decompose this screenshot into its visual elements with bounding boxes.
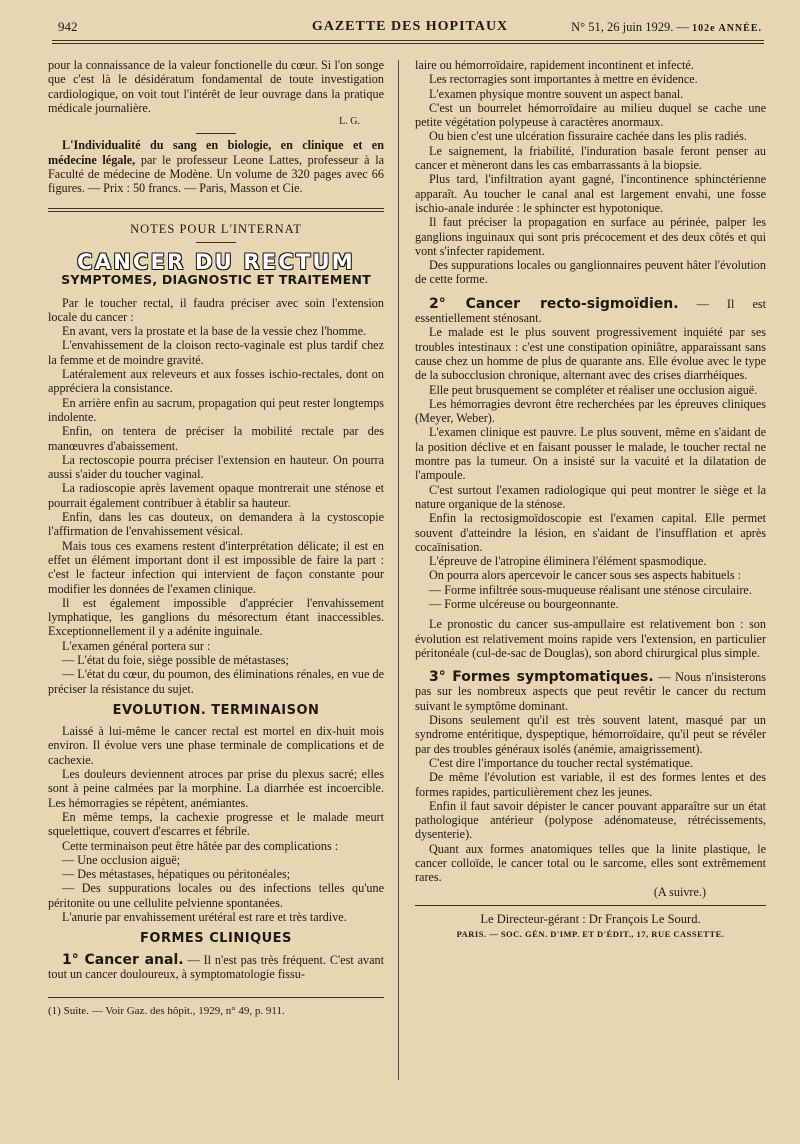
paragraph: Les rectorragies sont importantes à mettre en évidence. [429, 72, 698, 87]
paragraph: — Forme ulcéreuse ou bourgeonnante. [429, 596, 619, 611]
paragraph: — Des suppurations locales ou des infections telles qu'une péritonite ou une cellulite pelvienne spontanées. [48, 881, 384, 910]
left-column [48, 58, 384, 1019]
paragraph: Elle peut brusquement se compléter et réaliser une occlusion aiguë. [429, 382, 758, 397]
to-be-continued: (A suivre.) [653, 884, 706, 899]
page-header [50, 16, 770, 38]
paragraph: Le pronostic du cancer sus-ampullaire est relativement bon : son évolution est relativement moins rapide vers l'extension, en particulier péritonéale (cul-de-sac de Douglas), son abord chirurgical plus simple. [415, 617, 766, 660]
paragraph: De même l'évolution est variable, il est des formes lentes et des formes rapides, particulièrement chez les jeunes. [415, 770, 766, 799]
section-title-evolution: EVOLUTION. TERMINAISON [112, 702, 320, 718]
paragraph: Par le toucher rectal, il faudra préciser avec soin l'extension locale du cancer : [48, 295, 384, 324]
issue-date: N° 51, 26 juin 1929. — [571, 20, 689, 34]
paragraph: — Forme infiltrée sous-muqueuse réalisant une sténose circulaire. [429, 582, 752, 597]
paragraph: Il faut préciser la propagation en surface au périnée, palper les ganglions inguinaux qui sont pris précocement et des deux côtés et qui vont s'infecter rapidement. [415, 215, 766, 258]
paragraph: Le saignement, la friabilité, l'induration basale feront penser au cancer et mèneront dans les cas embarrassants à la biopsie. [415, 143, 766, 173]
paragraph: On pourra alors apercevoir le cancer sous ses aspects habituels : [429, 568, 742, 583]
issue-year: 102e ANNÉE. [692, 23, 762, 34]
journal-title: GAZETTE DES HOPITAUX [311, 19, 509, 34]
printer-imprint: PARIS. — SOC. GÉN. D'IMP. ET D'ÉDIT., 17, RUE CASSETTE. [456, 929, 725, 940]
paragraph: Il est également impossible d'apprécier l'envahissement lymphatique, les ganglions du mésorectum étant inaccessibles. Exceptionnellement il y a adénite inguinale. [48, 595, 384, 639]
paragraph: Disons seulement qu'il est très souvent latent, masqué par un syndrome entéritique, dyspeptique, hémorroïdaire, qu'il peut se révéler par des troubles généraux isolés (anémie, amaigrissement). [415, 713, 766, 756]
paragraph: — L'état du cœur, du poumon, des éliminations rénales, en vue de préciser la résistance du sujet. [48, 667, 384, 696]
paragraph: La radioscopie après lavement opaque montrerait une sténose et pourrait également contribuer à établir sa hauteur. [48, 481, 384, 510]
section-title-formes: FORMES CLINIQUES [140, 931, 292, 947]
paragraph: Enfin, dans les cas douteux, on demandera à la cystoscopie l'affirmation de l'envahissement vésical. [48, 510, 384, 539]
subsection-heading: 3° Formes symptomatiques. [429, 669, 654, 686]
paragraph: Mais tous ces examens restent d'interprétation délicate; il est en effet un élément important dont il est impossible de faire la part : c'est le facteur infection qui intervient de façon constante pour modifier les données de l'examen clinique. [48, 538, 384, 596]
paragraph: — Une occlusion aiguë; [62, 852, 181, 867]
review-text: pour la connaissance de la valeur fonctionelle du cœur. Si l'on songe que c'est là le désidératum fondamental de toute investigation cardiologique, on voit tout l'intérêt de leur ouvrage dans la pratique médicale journalière. [48, 58, 384, 115]
paragraph: — Des métastases, hépatiques ou péritonéales; [62, 867, 291, 882]
paragraph: L'anurie par envahissement urétéral est rare et très tardive. [62, 910, 347, 925]
paragraph: laire ou hémorroïdaire, rapidement incontinent et infecté. [415, 58, 694, 72]
paragraph: En même temps, la cachexie progresse et le malade meurt squelettique, couvert d'escarres et fébrile. [48, 809, 384, 839]
paragraph: — Il est essentiellement sténosant. [415, 296, 766, 326]
footer-rule [415, 905, 766, 906]
article-subtitle: SYMPTOMES, DIAGNOSTIC ET TRAITEMENT [61, 272, 371, 288]
paragraph: Quant aux formes anatomiques telles que la linite plastique, le cancer colloïde, le cancer total ou le sarcome, elles sont extrêmement rares. [415, 841, 766, 885]
footnote-rule [48, 997, 384, 998]
book-title: L'Individualité du sang en biologie, en clinique et en médecine légale, [48, 138, 384, 167]
paragraph: Enfin la rectosigmoïdoscopie est l'examen capital. Elle permet souvent d'atteindre la lésion, en s'aidant de l'insufflation et après cocaïnisation. [415, 511, 766, 554]
divider [196, 242, 236, 243]
header-rule [52, 40, 764, 44]
subsection-heading: 2° Cancer recto-sigmoïdien. [429, 295, 679, 312]
paragraph: C'est un bourrelet hémorroïdaire au milieu duquel se cache une petite végétation polypeuse à caractères anormaux. [415, 100, 766, 130]
paragraph: L'examen général portera sur : [62, 638, 211, 653]
paragraph: Latéralement aux releveurs et aux fosses ischio-rectales, dont on appréciera la consistance. [48, 367, 384, 396]
paragraph: L'épreuve de l'atropine éliminera l'élément spasmodique. [429, 554, 707, 569]
paragraph: L'envahissement de la cloison recto-vaginale est plus tardif chez la femme et de moindre gravité. [48, 338, 384, 367]
paragraph: Ou bien c'est une ulcération fissuraire cachée dans les plis radiés. [429, 129, 747, 144]
paragraph: En avant, vers la prostate et la base de la vessie chez l'homme. [62, 324, 367, 339]
book-details: par le professeur Leone Lattes, professeur à la Faculté de médecine de Modène. Un volume de 320 pages avec 66 figures. — Prix : 50 francs. — Paris, Masson et Cie. [48, 152, 384, 196]
divider [196, 133, 236, 134]
paragraph: Laissé à lui-même le cancer rectal est mortel en dix-huit mois environ. Il évolue vers une phase terminale de complications et de cachexie. [48, 724, 384, 767]
paragraph: Enfin il faut savoir dépister le cancer pouvant apparaître sur un état pathologique antérieur (polypose adénomateuse, rétrécissements, dysenterie). [415, 798, 766, 842]
paragraph: La rectoscopie pourra préciser l'extension en hauteur. On pourra aussi s'aider du toucher vaginal. [48, 452, 384, 482]
director-signature: Le Directeur-gérant : Dr François Le Sourd. [480, 911, 701, 926]
paragraph: L'examen physique montre souvent un aspect banal. [429, 86, 684, 101]
paragraph: En arrière enfin au sacrum, propagation qui peut rester longtemps indolente. [48, 395, 384, 424]
issue-info [571, 20, 762, 36]
article-title: CANCER DU RECTUM [77, 249, 355, 274]
paragraph: C'est surtout l'examen radiologique qui peut montrer le siège et la nature organique de la sténose. [415, 482, 766, 511]
section-rule [48, 208, 384, 212]
paragraph: Le malade est le plus souvent progressivement inquiété par ses troubles intestinaux : c'est une constipation opiniâtre, apparaissant sans cause chez un homme de plus de quarante ans. Elle évolue avec le type de la subocclusion chronique, alternant avec des crises diarrhéiques. [415, 325, 766, 383]
paragraph: Les hémorragies devront être recherchées par les épreuves cliniques (Meyer, Weber). [415, 396, 766, 426]
paragraph: C'est dire l'importance du toucher rectal systématique. [429, 755, 693, 770]
paragraph: — L'état du foie, siège possible de métastases; [62, 652, 289, 667]
page-number: 942 [58, 19, 78, 34]
paragraph: — Il n'est pas très fréquent. C'est avant tout un cancer douloureux, à symptomatologie fissu- [48, 952, 385, 981]
section-heading: NOTES POUR L'INTERNAT [130, 221, 302, 236]
paragraph: Enfin, on tentera de préciser la mobilité rectale par des manœuvres d'abaissement. [48, 424, 384, 453]
paragraph: Plus tard, l'infiltration ayant gagné, l'incontinence sphinctérienne apparaît. Au toucher le canal anal est largement envahi, une fosse ischio-anale indurée : le sphincter est hypotonique. [415, 172, 766, 215]
paragraph: Cette terminaison peut être hâtée par des complications : [62, 838, 339, 853]
review-signature: L. G. [339, 116, 360, 128]
paragraph: — Nous n'insisterons pas sur les nombreux aspects que peut revêtir le cancer du rectum suivant le symptôme dominant. [415, 670, 766, 713]
right-column [415, 58, 766, 942]
subsection-heading: 1° Cancer anal. [62, 951, 184, 968]
column-separator [398, 60, 399, 1080]
paragraph: Les douleurs deviennent atroces par prise du plexus sacré; elles sont à peine calmées par la morphine. La diarrhée est incoercible. Les hémorragies se répètent, anémiantes. [48, 767, 384, 810]
paragraph: Des suppurations locales ou ganglionnaires peuvent hâter l'évolution de cette forme. [415, 258, 766, 287]
paragraph: L'examen clinique est pauvre. Le plus souvent, même en s'aidant de la position déclive et en faisant pousser le malade, le toucher rectal ne montre pas la tumeur. On a insisté sur la vacuité et la dilatation de l'ampoule. [415, 425, 766, 483]
footnote: (1) Suite. — Voir Gaz. des hôpit., 1929, n° 49, p. 911. [48, 1005, 285, 1018]
